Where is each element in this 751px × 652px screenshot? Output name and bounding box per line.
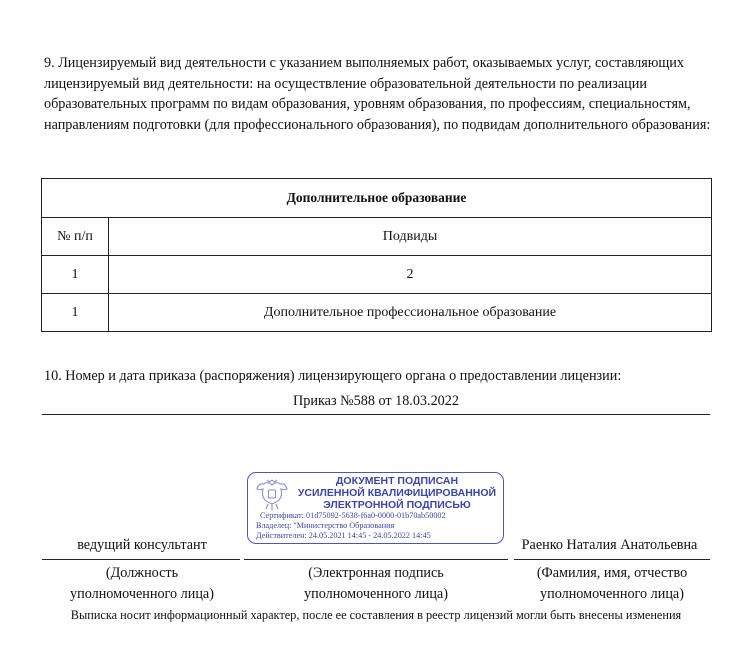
stamp-validity: Действителен: 24.05.2021 14:45 - 24.05.2022 14:45 [256, 530, 431, 540]
table-cell-number: 1 [42, 256, 109, 294]
electronic-signature-stamp [247, 472, 504, 544]
signature-line [244, 559, 508, 560]
table-row [42, 256, 712, 294]
signer-position: ведущий консультант [77, 537, 207, 553]
stamp-certificate: Сертификат: 01d75092-5638-f6a0-0000-01b70ab50002 [260, 511, 446, 520]
caption-position-line-2: уполномоченного лица) [70, 585, 214, 602]
caption-name-line-2: уполномоченного лица) [540, 585, 684, 602]
table-row [42, 294, 712, 332]
caption-signature [244, 563, 508, 604]
stamp-details [256, 511, 446, 540]
section-9-text: 9. Лицензируемый вид деятельности с указанием выполняемых работ, оказываемых услуг, составляющих лицензируемый вид деятельности: на осуществление образовательной деятельности по реализации образовательных программ по видам образования, уровням образования, по профессиям, специальностям, направлениям подготовки (для профессионального образования), по подвидам дополнительного образования: [44, 55, 711, 133]
signer-name: Раенко Наталия Анатольевна [521, 537, 698, 553]
caption-name-line-1: (Фамилия, имя, отчество [536, 565, 688, 581]
table-title: Дополнительное образование [42, 179, 712, 218]
table-cell-subtype: 2 [109, 256, 712, 294]
table-cell-number: 1 [42, 294, 109, 332]
stamp-title [292, 475, 502, 511]
stamp-line-1: ДОКУМЕНТ ПОДПИСАН [335, 475, 459, 487]
stamp-owner: Владелец: "Министерство Образования [256, 520, 395, 530]
column-header-subtypes: Подвиды [109, 218, 712, 256]
caption-signature-line-2: уполномоченного лица) [304, 585, 448, 602]
table-header-row [42, 218, 712, 256]
caption-name [512, 563, 712, 604]
position-line [42, 559, 240, 560]
caption-signature-line-1: (Электронная подпись [308, 565, 444, 581]
coat-of-arms-icon [254, 477, 290, 513]
stamp-line-3: ЭЛЕКТРОННОЙ ПОДПИСЬЮ [323, 499, 471, 511]
order-number-date: Приказ №588 от 18.03.2022 [42, 393, 710, 415]
disclaimer-footnote: Выписка носит информационный характер, после ее составления в реестр лицензий могли быть внесены изменения [70, 608, 682, 622]
column-header-number: № п/п [42, 218, 109, 256]
section-10-text: 10. Номер и дата приказа (распоряжения) лицензирующего органа о предоставлении лицензии: [44, 368, 622, 384]
caption-position-line-1: (Должность [105, 565, 179, 581]
stamp-line-2: УСИЛЕННОЙ КВАЛИФИЦИРОВАННОЙ [297, 487, 497, 499]
subtypes-table [41, 178, 712, 332]
name-line [514, 559, 710, 560]
table-cell-subtype: Дополнительное профессиональное образование [109, 294, 712, 332]
table-title-row [42, 179, 712, 218]
caption-position [42, 563, 242, 604]
